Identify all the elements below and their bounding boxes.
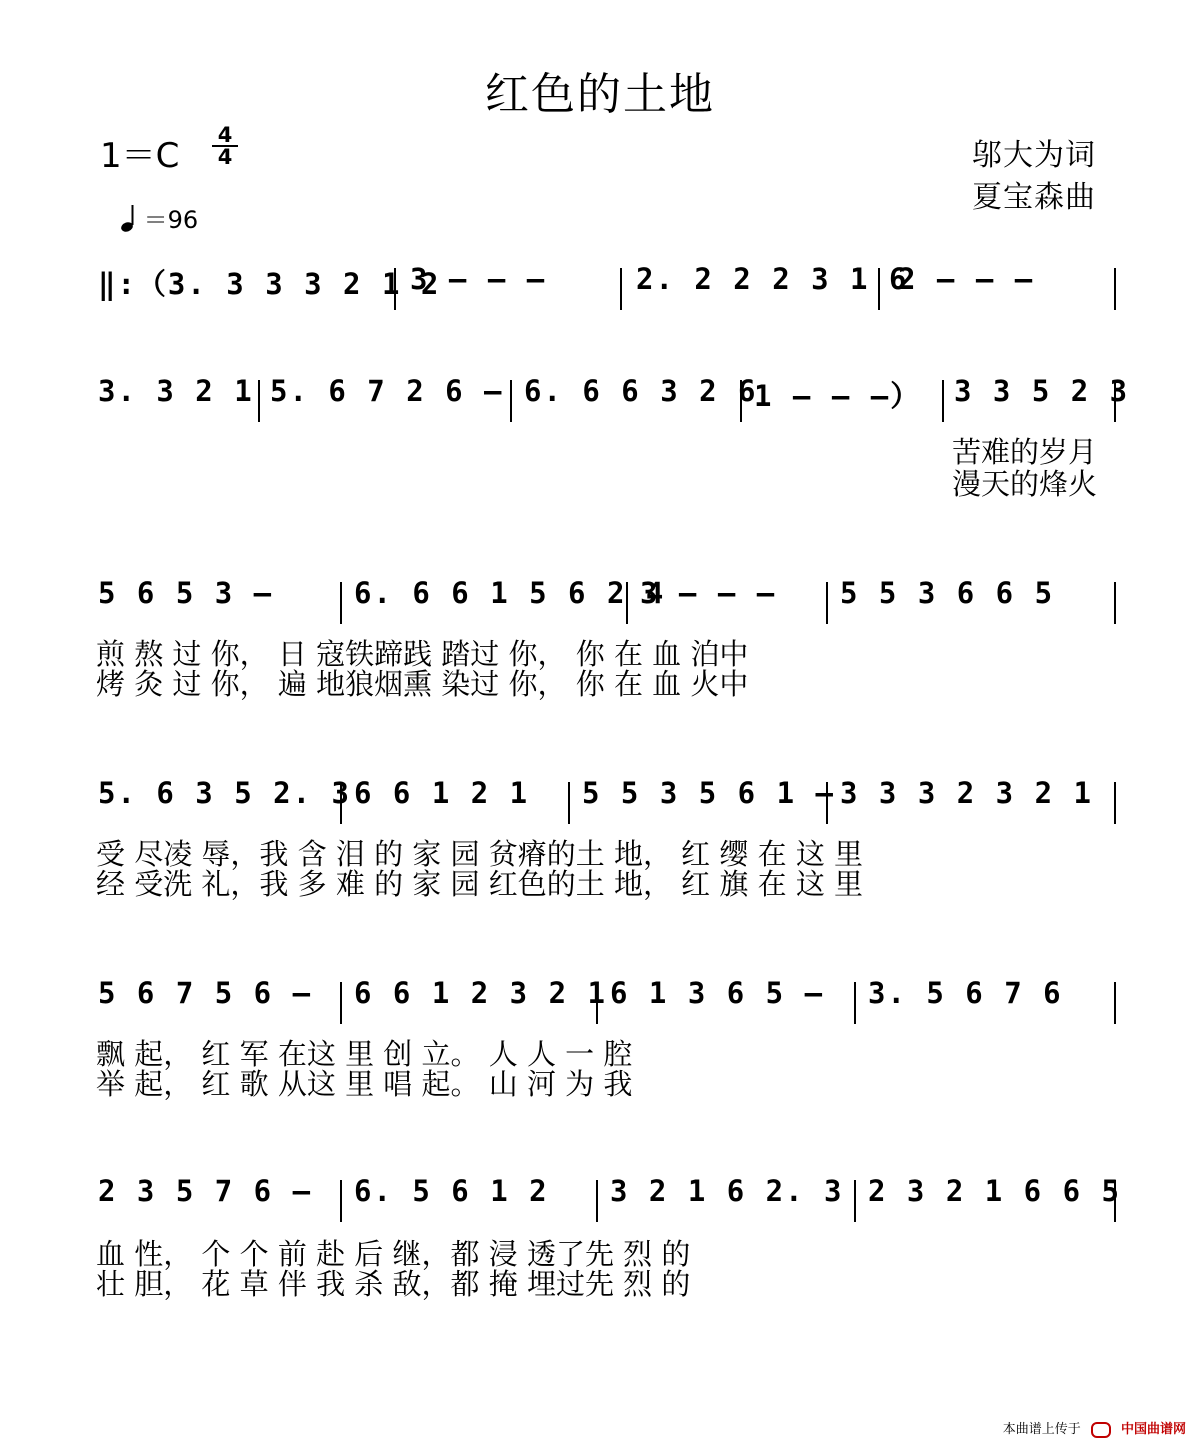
lyricist-credit: 邬大为词 (972, 138, 1096, 173)
measure: 5. 6 3 5 2. 3 (98, 776, 351, 810)
staff-row-4 (92, 770, 1118, 840)
time-signature (212, 123, 238, 169)
measure: 3 – – – (640, 576, 777, 610)
staff-row-1 (92, 256, 1118, 326)
measure: 5 5 3 5 6 1 – (582, 776, 835, 810)
lyric-line-1: 飘 起， 红 军 在这 里 创 立。 人 人 一 腔 (96, 1037, 633, 1071)
measure: 5 5 3 6 6 5 (840, 576, 1055, 610)
measure: 2 3 2 1 6 6 5 (868, 1174, 1121, 1208)
time-signature-bottom: 4 (217, 145, 233, 169)
barline (1114, 582, 1116, 624)
barline (568, 782, 570, 824)
site-logo-icon (1091, 1422, 1111, 1438)
staff-row-2 (92, 368, 1130, 438)
footer-credit (1003, 1418, 1186, 1438)
measure: 3 2 1 6 2. 3 (610, 1174, 844, 1208)
measure: 2. 2 2 2 3 1 6 (636, 262, 909, 296)
time-signature-top: 4 (217, 123, 233, 147)
measure: 6. 6 6 1 5 6 2 4 (354, 576, 666, 610)
lyric-line-2: 举 起， 红 歌 从这 里 唱 起。 山 河 为 我 (96, 1067, 633, 1101)
lyric-line-2: 漫天的烽火 (952, 467, 1098, 501)
barline (826, 582, 828, 624)
measure: 6 6 1 2 1 (354, 776, 530, 810)
measure: 1 – – –） (754, 379, 922, 413)
lyric-line-2: 烤 灸 过 你， 遍 地狼烟熏 染过 你， 你 在 血 火中 (96, 667, 749, 701)
measure: 6. 6 6 3 2 6 (524, 374, 758, 408)
measure: 3 – – – (410, 262, 547, 296)
measure: 5 6 5 3 – (98, 576, 274, 610)
tempo-value: ＝96 (143, 206, 199, 234)
footer-uploaded-text: 本曲谱上传于 (1002, 1422, 1081, 1437)
measure: 3. 5 6 7 6 (868, 976, 1063, 1010)
barline (620, 268, 622, 310)
barline (1114, 982, 1116, 1024)
quarter-note-icon (120, 203, 136, 239)
measure: 2 3 5 7 6 – (98, 1174, 313, 1208)
measure: 3 3 5 2 3 (954, 374, 1130, 408)
staff-row-6 (92, 1168, 1121, 1238)
key-signature: 1＝C (100, 136, 180, 176)
barline (942, 380, 944, 422)
lyric-line-1: 受 尽凌 辱，我 含 泪 的 家 园 贫瘠的土 地， 红 缨 在 这 里 (96, 837, 864, 871)
measure: 5 6 7 5 6 – (98, 976, 313, 1010)
footer-site-name[interactable]: 中国曲谱网 (1120, 1422, 1186, 1437)
barline (510, 380, 512, 422)
composer-credit: 夏宝森曲 (972, 180, 1096, 215)
lyric-line-2: 壮 胆， 花 草 伴 我 杀 敌，都 掩 埋过先 烈 的 (96, 1267, 691, 1301)
measure: 2 – – – (898, 262, 1035, 296)
lyric-line-1: 苦难的岁月 (952, 435, 1098, 469)
staff-row-3 (92, 570, 1118, 640)
song-title: 红色的土地 (485, 69, 715, 120)
barline (340, 982, 342, 1024)
barline (854, 1180, 856, 1222)
measure: 6 6 1 2 3 2 1 (354, 976, 607, 1010)
barline (596, 1180, 598, 1222)
measure: 6 1 3 6 5 – (610, 976, 825, 1010)
measure: 6. 5 6 1 2 (354, 1174, 549, 1208)
staff-row-5 (92, 970, 1118, 1040)
measure: 3 3 3 2 3 2 1 (840, 776, 1093, 810)
measure: 3. 3 2 1 (98, 374, 254, 408)
measure: ‖:（3. 3 3 3 2 1 2 (98, 267, 441, 301)
lyric-line-1: 煎 熬 过 你， 日 寇铁蹄践 踏过 你， 你 在 血 泊中 (96, 637, 749, 671)
barline (258, 380, 260, 422)
barline (340, 582, 342, 624)
barline (1114, 782, 1116, 824)
lyric-line-2: 经 受洗 礼，我 多 难 的 家 园 红色的土 地， 红 旗 在 这 里 (96, 867, 864, 901)
measure: 5. 6 7 2 6 – (270, 374, 504, 408)
barline (340, 1180, 342, 1222)
lyric-line-1: 血 性， 个 个 前 赴 后 继，都 浸 透了先 烈 的 (96, 1237, 691, 1271)
barline (854, 982, 856, 1024)
tempo-marking (120, 200, 198, 239)
barline (1114, 268, 1116, 310)
